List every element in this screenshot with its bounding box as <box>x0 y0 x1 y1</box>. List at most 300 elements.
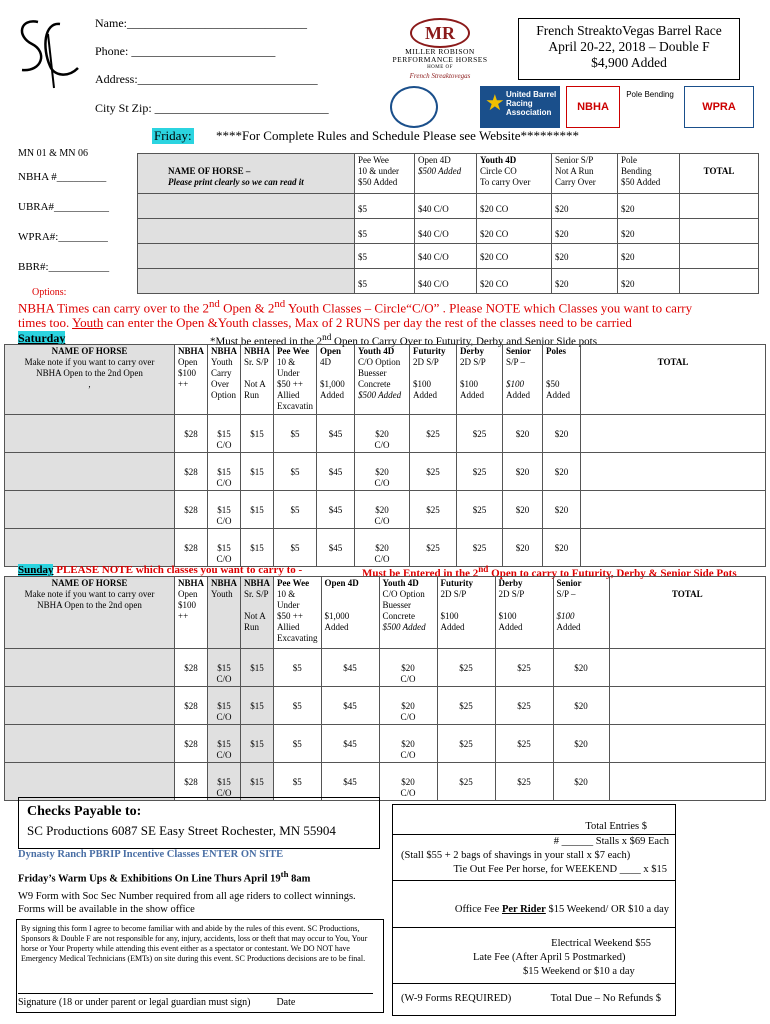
text-sponsors-mr_name: MILLER ROBISON <box>405 47 475 56</box>
text-saturday-heads-4-1: 4D <box>320 357 332 367</box>
text-saturday-heads-8-4: Added <box>506 390 531 400</box>
text-saturday-row-0: $28 <box>184 429 198 439</box>
text-sunday-row-9: $25 <box>517 777 531 787</box>
text-saturday-heads-6-1: 2D S/P <box>413 357 439 367</box>
text-sunday-row-0: $28 <box>184 777 198 787</box>
text-saturday-row-11: $20 <box>554 505 569 515</box>
text-sunday-row-5: $45 <box>343 777 357 787</box>
text-event-line2: April 20-22, 2018 – Double F <box>548 39 710 54</box>
text-saturday-row-11: $20 <box>554 429 569 439</box>
text-sunday-row-5: $45 <box>343 663 357 673</box>
miller-robison-logo <box>384 18 496 80</box>
sunday-row[interactable] <box>5 763 766 801</box>
text-saturday-total: TOTAL <box>581 345 766 415</box>
sc-logo <box>8 14 86 92</box>
text-saturday-row-1: $15 <box>217 505 231 515</box>
text-saturday-row-3: $15 <box>250 467 264 477</box>
text-sunday-heads-7-1: 2D S/P <box>498 589 525 599</box>
text-saturday-heads-0-1: Open <box>178 357 198 367</box>
text-saturday-heads-3-2: Under <box>277 368 300 378</box>
text-saturday-row-0: $28 <box>184 543 198 553</box>
city-field[interactable]: City St Zip: _____________________________ <box>95 101 329 115</box>
text-friday-rows-2-0: $5 <box>355 244 415 269</box>
sunday-label <box>18 564 302 576</box>
text-saturday-heads-9-3: $50 <box>546 379 560 389</box>
text-saturday-row-2: C/O <box>216 516 232 526</box>
text-sunday-row-5: $45 <box>343 739 357 749</box>
text-saturday-row-1: $15 <box>217 467 231 477</box>
text-saturday-heads-2-1: Sr. S/P <box>244 357 269 367</box>
saturday-must-note: *Must be entered in the 2nd Open to Carry Over to Futurity, Derby and Senior Side pots <box>210 332 597 348</box>
text-saturday-heads-9-2 <box>546 368 577 379</box>
signature-line[interactable] <box>18 993 373 1008</box>
text-saturday-heads-8-1: S/P – <box>506 357 525 367</box>
text-saturday-heads-2-2 <box>244 368 270 379</box>
text-saturday-row-4: $5 <box>290 543 300 553</box>
text-sunday-name_h: NAME OF HORSE <box>51 578 128 588</box>
text-saturday-heads-4-0: Open <box>320 346 342 356</box>
sunday-must-note: Must be Entered in the 2nd Open to carry to Futurity, Derby & Senior Side Pots <box>362 564 737 580</box>
text-footer-office_a: Office Fee <box>454 904 500 915</box>
text-saturday-row-4: $5 <box>290 467 300 477</box>
text-sunday-row-4: $5 <box>292 701 302 711</box>
text-saturday-heads-1-4: Option <box>211 390 237 400</box>
text-sunday-heads-2-4: Run <box>244 622 260 632</box>
text-saturday-row-6: $20 <box>375 543 389 553</box>
text-saturday-row-8: $25 <box>426 505 440 515</box>
text-footer-totaldue: Total Due – No Refunds $ <box>550 993 661 1004</box>
text-saturday-heads-9-1 <box>546 357 577 368</box>
text-sunday-heads-4-3: $1,000 <box>324 611 350 621</box>
text-saturday-row-10: $20 <box>515 505 530 515</box>
text-footer-w9req: (W-9 Forms REQUIRED) <box>401 993 512 1004</box>
text-friday-rows-1-1: $40 C/O <box>415 219 477 244</box>
text-sunday-heads-8-4: Added <box>556 622 581 632</box>
text-footer-addr: SC Productions 6087 SE Easy Street Rochester, MN 55904 <box>27 823 336 838</box>
text-sunday-row-8: $25 <box>459 777 473 787</box>
text-sunday-row-7: C/O <box>400 788 416 798</box>
text-saturday-heads-2-3: Not A <box>244 379 266 389</box>
text-sunday-heads-5-0: Youth 4D <box>382 578 419 588</box>
text-saturday-heads-1-1: Youth <box>211 357 233 367</box>
text-saturday-row-5: $45 <box>328 505 343 515</box>
text-saturday-row-7: C/O <box>374 478 390 488</box>
text-saturday-row-8: $25 <box>426 429 440 439</box>
friday-row[interactable] <box>138 269 759 294</box>
text-sunday-heads-0-2: $100 ++ <box>178 600 196 621</box>
text-footer-stalls: # ______ Stalls x $69 Each <box>553 836 669 847</box>
text-sponsors-ubra: United Barrel Racing Association <box>506 90 557 117</box>
text-sunday-name_sub1: Make note if you want to carry over <box>24 589 155 599</box>
text-saturday-comma: , <box>88 379 91 389</box>
text-footer-date: Date <box>276 997 296 1008</box>
text-sunday-heads-5-2: Buesser <box>382 600 412 610</box>
options-label: Options: <box>32 287 67 298</box>
text-sunday-heads-0-1: Open <box>178 589 198 599</box>
text-sunday-heads-4-1 <box>325 589 376 600</box>
text-friday-cols-2-a: Youth 4D <box>480 155 517 165</box>
text-saturday-row-3: $15 <box>250 505 264 515</box>
warmup-note: Friday’s Warm Ups & Exhibitions On Line Thurs April 19th 8am <box>18 869 311 885</box>
text-sunday-row-0: $28 <box>184 663 198 673</box>
text-sunday-heads-3-2: Under <box>277 600 300 610</box>
text-event-line3: $4,900 Added <box>591 55 667 70</box>
phone-field[interactable]: Phone: ________________________ <box>95 44 276 58</box>
text-saturday-heads-7-0: Derby <box>460 346 485 356</box>
text-sunday-heads-7-4: Added <box>498 622 523 632</box>
address-field[interactable]: Address:______________________________ <box>95 72 318 86</box>
text-sunday-row-4: $5 <box>292 777 302 787</box>
text-sunday-heads-7-0: Derby <box>498 578 523 588</box>
text-saturday-row-6: $20 <box>375 467 389 477</box>
text-sunday-row-9: $25 <box>517 701 531 711</box>
text-saturday-heads-7-2 <box>460 368 499 379</box>
text-sunday-row-10: $20 <box>574 663 588 673</box>
text-note2a: times too. <box>18 315 70 330</box>
text-sunday-row-2: C/O <box>216 750 232 760</box>
text-friday-rows-1-3: $20 <box>552 219 618 244</box>
text-sunday-row-2: C/O <box>216 674 232 684</box>
text-saturday-row-3: $15 <box>250 429 264 439</box>
text-saturday-heads-6-2 <box>413 368 453 379</box>
sunday-row[interactable] <box>5 649 766 687</box>
text-sunday-note: PLEASE NOTE which classes you want to carry to - <box>56 564 303 576</box>
text-saturday-heads-3-5: Excavatin <box>277 401 314 411</box>
nbha-logo: NBHA <box>566 86 620 128</box>
text-friday-rows-3-3: $20 <box>552 269 618 294</box>
text-friday-cols-0-b: 10 & under <box>358 166 399 176</box>
text-saturday-row-7: C/O <box>374 516 390 526</box>
text-saturday-row-6: $20 <box>375 429 389 439</box>
text-saturday-heads-7-1: 2D S/P <box>460 357 486 367</box>
ubra-number-field[interactable]: UBRA#__________ <box>18 201 110 213</box>
text-sunday-row-7: C/O <box>400 750 416 760</box>
text-saturday-heads-3-4: Allied <box>277 390 300 400</box>
text-sponsors-mr_sub: PERFORMANCE HORSES <box>392 55 488 64</box>
text-saturday-name_sub1: Make note if you want to carry over <box>24 357 155 367</box>
text-sunday-row-3: $15 <box>250 663 264 673</box>
text-sunday-heads-3-5: Excavating <box>277 633 318 643</box>
name-field[interactable]: Name:______________________________ <box>95 16 307 30</box>
friday-label: Friday: <box>154 128 192 143</box>
text-friday-name_h: NAME OF HORSE – <box>168 166 251 176</box>
text-saturday-heads-9-4: Added <box>546 390 571 400</box>
text-friday-rows-2-1: $40 C/O <box>415 244 477 269</box>
sunday-row[interactable] <box>5 687 766 725</box>
text-saturday-row-9: $25 <box>472 505 487 515</box>
text-saturday-row-8: $25 <box>426 467 440 477</box>
text-sunday-heads-8-2 <box>557 600 606 611</box>
text-event-line1: French StreaktoVegas Barrel Race <box>536 23 722 38</box>
text-friday-rows-2-2: $20 CO <box>477 244 552 269</box>
saturday-row[interactable] <box>5 491 766 529</box>
text-sunday-heads-8-0: Senior <box>556 578 582 588</box>
text-friday-rows-3-0: $5 <box>355 269 415 294</box>
text-friday-rows-0-4: $20 <box>618 194 680 219</box>
text-sunday-heads-7-3: $100 <box>498 611 517 621</box>
text-friday-rows-0-3: $20 <box>552 194 618 219</box>
text-friday-rows-1-2: $20 CO <box>477 219 552 244</box>
text-sponsors-mr_sub2: HOME OF <box>427 65 453 70</box>
pole-bending-logo: Pole Bending <box>626 90 674 99</box>
text-sunday-row-1: $15 <box>217 777 231 787</box>
text-saturday-row-3: $15 <box>250 543 264 553</box>
text-sunday-row-9: $25 <box>517 739 531 749</box>
text-sunday-heads-8-3: $100 <box>556 611 575 621</box>
text-friday-cols-3-a: Senior S/P <box>555 155 594 165</box>
text-sunday-heads-1-1: Youth <box>211 589 233 599</box>
text-sunday-heads-2-1: Sr. S/P <box>244 589 269 599</box>
text-friday-cols-1-a: Open 4D <box>418 155 451 165</box>
dynasty-note: Dynasty Ranch PBRIP Incentive Classes ENTER ON SITE <box>18 849 284 860</box>
text-saturday-name_h: NAME OF HORSE <box>51 346 128 356</box>
text-saturday-heads-8-0: Senior <box>506 346 532 356</box>
text-sunday-row-2: C/O <box>216 712 232 722</box>
text-saturday-row-9: $25 <box>472 543 487 553</box>
friday-row[interactable] <box>138 194 759 219</box>
text-sunday-row-8: $25 <box>459 701 473 711</box>
text-friday-cols-1-b: $500 Added <box>418 166 462 176</box>
text-sunday-heads-6-2 <box>441 600 492 611</box>
text-footer-legal: By signing this form I agree to become familiar with and abide by the rules of this event. SC Productions, Sponsors & Double F are not responsible for any, injury, accidents, loss or theft that may occur to You, Your horse or Your Property while attending this event either as a spectator or contestant. We DO NOT have Emergency Medical Technicians (EMTs) on site during this event. SC Productions decisions are to be final. <box>21 924 368 963</box>
text-friday-rows-2-3: $20 <box>552 244 618 269</box>
text-saturday-row-4: $5 <box>290 429 300 439</box>
text-saturday-heads-5-1: C/O Option <box>358 357 401 367</box>
sunday-row[interactable] <box>5 725 766 763</box>
text-saturday-heads-4-3: $1,000 <box>320 379 345 389</box>
text-friday-cols-4-b: Bending <box>621 166 652 176</box>
checks-box <box>18 797 380 849</box>
text-sunday-row-0: $28 <box>184 739 198 749</box>
text-saturday-heads-2-0: NBHA <box>244 346 271 356</box>
text-sunday-row-0: $28 <box>184 701 198 711</box>
text-friday-rows-3-4: $20 <box>618 269 680 294</box>
text-saturday-row-7: C/O <box>374 440 390 450</box>
text-friday-rows-0-1: $40 C/O <box>415 194 477 219</box>
text-saturday-heads-5-3: Concrete <box>358 379 391 389</box>
text-saturday-heads-5-2: Buesser <box>358 368 387 378</box>
text-saturday-heads-5-4: $500 Added <box>358 390 402 400</box>
text-saturday-row-7: C/O <box>374 554 390 564</box>
saturday-row[interactable] <box>5 453 766 491</box>
text-sunday-row-1: $15 <box>217 701 231 711</box>
text-saturday-heads-6-4: Added <box>413 390 438 400</box>
saturday-table <box>4 344 766 567</box>
text-saturday-heads-1-2: Carry <box>211 368 232 378</box>
text-saturday-heads-1-0: NBHA <box>211 346 238 356</box>
text-friday-rows-3-2: $20 CO <box>477 269 552 294</box>
nbha-number-field[interactable]: NBHA #_________ <box>18 171 107 183</box>
text-saturday-row-11: $20 <box>554 467 569 477</box>
text-sunday-heads-8-1: S/P – <box>556 589 576 599</box>
text-footer-tieout: Tie Out Fee Per horse, for WEEKEND ____ x $15 <box>453 864 667 875</box>
wpra-number-field[interactable]: WPRA#:_________ <box>18 231 108 243</box>
text-sponsors-mr_logo: MR <box>410 18 470 48</box>
text-sunday-row-1: $15 <box>217 739 231 749</box>
text-sunday-heads-5-1: C/O Option <box>382 589 425 599</box>
text-friday-rows-0-0: $5 <box>355 194 415 219</box>
text-footer-checks: Checks Payable to: <box>27 804 142 819</box>
text-saturday-heads-8-3: $100 <box>506 379 525 389</box>
friday-table <box>137 153 759 294</box>
text-sunday-row-10: $20 <box>574 739 588 749</box>
text-sunday-heads-5-3: Concrete <box>382 611 416 621</box>
text-sunday-heads-7-2 <box>499 600 550 611</box>
text-sunday-heads-3-4: Allied <box>277 622 300 632</box>
text-friday-cols-0-a: Pee Wee <box>358 155 389 165</box>
text-saturday-heads-1-3: Over <box>211 379 230 389</box>
text-saturday-heads-8-2 <box>506 368 539 379</box>
text-saturday-row-2: C/O <box>216 554 232 564</box>
text-friday-total: TOTAL <box>680 154 759 194</box>
text-sunday-row-8: $25 <box>459 739 473 749</box>
text-friday-cols-3-b: Not A Run <box>555 166 594 176</box>
text-footer-late2: $15 Weekend or $10 a day <box>523 966 635 977</box>
text-sunday-heads-4-4: Added <box>324 622 349 632</box>
text-sunday-row-10: $20 <box>574 777 588 787</box>
text-saturday-row-9: $25 <box>472 429 487 439</box>
text-saturday-row-9: $25 <box>472 467 487 477</box>
text-sunday-heads-1-0: NBHA <box>211 578 238 588</box>
text-saturday-row-5: $45 <box>328 467 343 477</box>
saturday-row[interactable] <box>5 529 766 567</box>
text-sunday-heads-0-0: NBHA <box>178 578 205 588</box>
text-saturday-heads-6-3: $100 <box>413 379 432 389</box>
text-sunday-label: Sunday <box>18 564 54 576</box>
text-footer-total_entries: Total Entries $ <box>585 821 647 832</box>
text-sunday-heads-6-0: Futurity <box>440 578 474 588</box>
text-saturday-row-10: $20 <box>515 429 530 439</box>
text-saturday-row-0: $28 <box>184 505 198 515</box>
wpra-logo: WPRA <box>684 86 754 128</box>
text-note2c: can enter the Open &Youth classes, Max of 2 RUNS per day the rest of the classes need to be carried <box>106 315 632 330</box>
saturday-label: Saturday <box>18 331 66 345</box>
star-icon: ★ <box>485 90 505 115</box>
text-saturday-heads-9-0: Poles <box>546 346 567 356</box>
text-sunday-heads-2-0: NBHA <box>244 578 271 588</box>
text-sunday-row-1: $15 <box>217 663 231 673</box>
text-saturday-name_sub2: NBHA Open to the 2nd Open <box>36 368 143 378</box>
text-sponsors-mr_script: French Streaktovegas <box>409 72 471 80</box>
text-sunday-row-9: $25 <box>517 663 531 673</box>
text-saturday-heads-7-4: Added <box>460 390 485 400</box>
text-sunday-heads-3-3: $50 ++ <box>277 611 303 621</box>
text-sunday-row-6: $20 <box>401 663 415 673</box>
text-saturday-row-10: $20 <box>515 467 530 477</box>
text-saturday-heads-4-2 <box>320 368 351 379</box>
text-sunday-heads-2-3: Not A <box>244 611 266 621</box>
text-sunday-name_sub2: NBHA Open to the 2nd open <box>37 600 142 610</box>
text-footer-stall_note: (Stall $55 + 2 bags of shavings in your stall x $7 each) <box>401 850 631 861</box>
text-saturday-row-1: $15 <box>217 543 231 553</box>
text-friday-cols-3-c: Carry Over <box>555 177 596 187</box>
text-sunday-heads-6-4: Added <box>440 622 465 632</box>
sunday-table <box>4 576 766 801</box>
text-saturday-row-10: $20 <box>515 543 530 553</box>
bbr-number-field[interactable]: BBR#:___________ <box>18 261 110 273</box>
text-sunday-row-6: $20 <box>401 777 415 787</box>
text-saturday-heads-2-4: Run <box>244 390 260 400</box>
text-footer-office_b: Per Rider <box>501 904 546 915</box>
text-saturday-heads-6-0: Futurity <box>413 346 446 356</box>
text-friday-name_sub: Please print clearly so we can read it <box>168 177 304 187</box>
friday-note: ****For Complete Rules and Schedule Please see Website********* <box>216 128 580 143</box>
text-sunday-row-3: $15 <box>250 739 264 749</box>
text-saturday-row-0: $28 <box>184 467 198 477</box>
text-sunday-heads-4-2 <box>325 600 376 611</box>
text-friday-rows-1-0: $5 <box>355 219 415 244</box>
text-saturday-row-5: $45 <box>328 429 343 439</box>
text-sunday-heads-4-0: Open 4D <box>324 578 359 588</box>
text-saturday-heads-3-3: $50 ++ <box>277 379 303 389</box>
text-sunday-row-2: C/O <box>216 788 232 798</box>
text-saturday-heads-7-3: $100 <box>460 379 479 389</box>
text-sunday-row-4: $5 <box>292 663 302 673</box>
text-saturday-row-2: C/O <box>216 440 232 450</box>
text-friday-cols-2-b: Circle CO <box>480 166 517 176</box>
text-sunday-row-6: $20 <box>401 701 415 711</box>
youth-note <box>18 315 632 331</box>
text-sunday-heads-3-0: Pee Wee <box>277 578 310 588</box>
text-footer-office_c: $15 Weekend/ OR $10 a day <box>548 904 669 915</box>
totals-box <box>392 804 676 1016</box>
text-sunday-row-6: $20 <box>401 739 415 749</box>
text-saturday-row-11: $20 <box>554 543 569 553</box>
text-sunday-row-8: $25 <box>459 663 473 673</box>
text-saturday-row-6: $20 <box>375 505 389 515</box>
text-friday-rows-2-4: $20 <box>618 244 680 269</box>
text-sunday-heads-2-2 <box>244 600 270 611</box>
nbha-carry-note: NBHA Times can carry over to the 2nd Open & 2nd Youth Classes – Circle“C/O” . Please NOTE which Classes you want to carry <box>18 298 693 316</box>
text-saturday-heads-4-4: Added <box>320 390 345 400</box>
text-friday-rows-0-2: $20 CO <box>477 194 552 219</box>
text-saturday-row-8: $25 <box>426 543 440 553</box>
text-note2b: Youth <box>72 315 104 330</box>
text-sunday-total: TOTAL <box>609 577 765 649</box>
text-saturday-heads-5-0: Youth 4D <box>358 346 395 356</box>
text-sunday-heads-6-3: $100 <box>440 611 459 621</box>
friday-row[interactable] <box>138 219 759 244</box>
w9-note-1: W9 Form with Soc Sec Number required from all age riders to collect winnings. <box>18 891 356 902</box>
text-footer-elec: Electrical Weekend $55 <box>551 938 651 949</box>
text-sunday-heads-5-4: $500 Added <box>382 622 426 632</box>
text-sunday-row-3: $15 <box>250 777 264 787</box>
text-saturday-heads-3-0: Pee Wee <box>277 346 310 356</box>
text-saturday-heads-3-1: 10 & <box>277 357 296 367</box>
text-saturday-row-5: $45 <box>328 543 343 553</box>
friday-row[interactable] <box>138 244 759 269</box>
text-friday-cols-2-c: To carry Over <box>480 177 531 187</box>
w9-note-2: Forms will be available in the show office <box>18 904 195 915</box>
text-saturday-row-1: $15 <box>217 429 231 439</box>
text-saturday-row-2: C/O <box>216 478 232 488</box>
event-box <box>518 18 740 80</box>
text-footer-sig: Signature (18 or under parent or legal guardian must sign) <box>18 997 251 1008</box>
text-footer-late1: Late Fee (After April 5 Postmarked) <box>473 952 626 963</box>
mn-label: MN 01 & MN 06 <box>18 148 89 159</box>
text-friday-rows-3-1: $40 C/O <box>415 269 477 294</box>
text-sunday-row-5: $45 <box>343 701 357 711</box>
text-friday-rows-1-4: $20 <box>618 219 680 244</box>
text-sunday-row-3: $15 <box>250 701 264 711</box>
pbrip-logo <box>390 86 438 128</box>
text-saturday-heads-0-2: $100 ++ <box>178 368 196 389</box>
text-friday-cols-0-c: $50 Added <box>358 177 398 187</box>
text-saturday-heads-0-0: NBHA <box>178 346 205 356</box>
text-friday-cols-4-c: $50 Added <box>621 177 661 187</box>
saturday-row[interactable] <box>5 415 766 453</box>
text-sunday-heads-6-1: 2D S/P <box>440 589 467 599</box>
